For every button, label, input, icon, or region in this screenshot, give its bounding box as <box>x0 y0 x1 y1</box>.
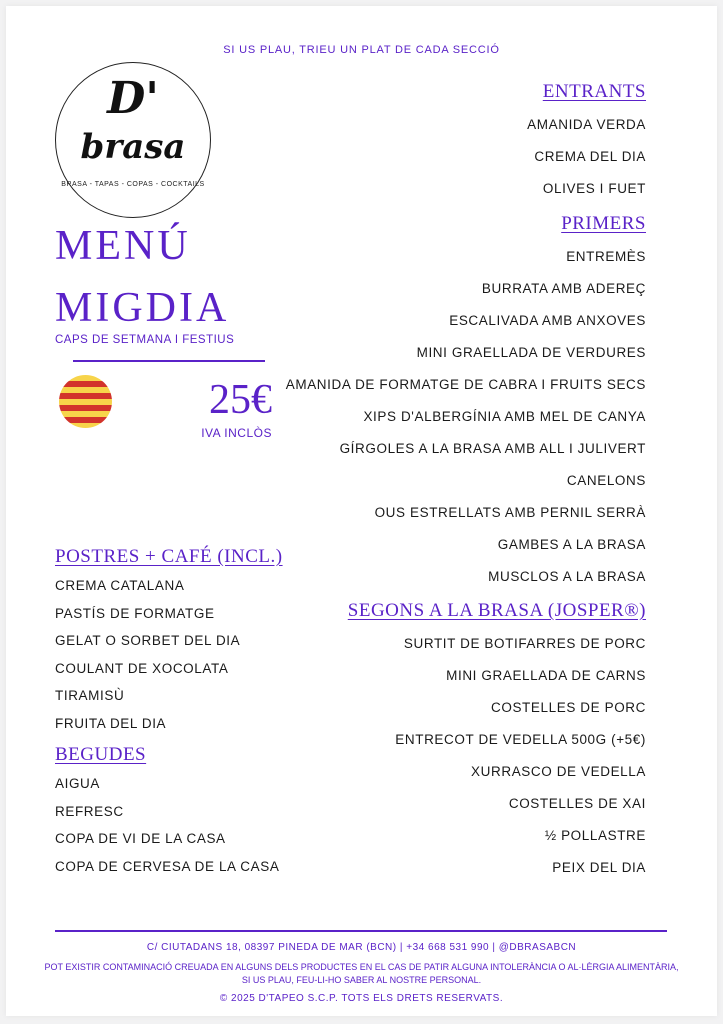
begudes-item: COPA DE CERVESA DE LA CASA <box>55 859 280 875</box>
postres-item: CREMA CATALANA <box>55 578 185 593</box>
postres-item: FRUITA DEL DIA <box>55 715 167 731</box>
primers-item: OUS ESTRELLATS AMB PERNIL SERRÀ <box>374 505 646 520</box>
instruction-text: SI US PLAU, TRIEU UN PLAT DE CADA SECCIÓ <box>223 44 500 56</box>
primers-item: GÍRGOLES A LA BRASA AMB ALL I JULIVERT <box>339 441 646 456</box>
begudes-item: REFRESC <box>55 803 124 819</box>
postres-item: PASTÍS DE FORMATGE <box>55 605 215 621</box>
postres-item: COULANT DE XOCOLATA <box>55 660 229 676</box>
segons-item: PEIX DEL DIA <box>552 860 646 875</box>
logo <box>55 62 211 218</box>
postres-item: TIRAMISÙ <box>55 688 125 703</box>
footer-divider <box>55 930 667 932</box>
segons-item: XURRASCO DE VEDELLA <box>471 764 646 779</box>
price: 25€ <box>209 377 272 423</box>
section-heading-entrants: ENTRANTS <box>542 81 646 102</box>
logo-mark: D' <box>107 73 159 124</box>
menu-title-1: MENÚ <box>55 223 191 269</box>
footer-allergy-2: SI US PLAU, FEU-LI-HO SABER AL NOSTRE PERSONAL. <box>241 975 482 985</box>
primers-item: BURRATA AMB ADEREÇ <box>481 281 646 296</box>
postres-item: GELAT O SORBET DEL DIA <box>55 633 241 648</box>
primers-item: AMANIDA DE FORMATGE DE CABRA I FRUITS SECS <box>285 377 646 392</box>
primers-item: CANELONS <box>566 473 646 488</box>
section-heading-begudes: BEGUDES <box>55 744 147 765</box>
primers-item: XIPS D'ALBERGÍNIA AMB MEL DE CANYA <box>363 409 646 424</box>
divider <box>73 360 265 362</box>
section-heading-primers: PRIMERS <box>561 213 646 234</box>
logo-wordmark: brasa <box>80 127 186 167</box>
section-heading-segons: SEGONS A LA BRASA (JOSPER®) <box>347 600 646 621</box>
primers-item: MINI GRAELLADA DE VERDURES <box>416 345 646 360</box>
footer-copyright: © 2025 D'TAPEO S.C.P. TOTS ELS DRETS RESERVATS. <box>219 993 504 1004</box>
segons-item: ENTRECOT DE VEDELLA 500G (+5€) <box>395 732 646 747</box>
begudes-item: COPA DE VI DE LA CASA <box>55 831 226 847</box>
entrants-item: OLIVES I FUET <box>542 181 646 196</box>
segons-item: COSTELLES DE PORC <box>491 700 646 715</box>
begudes-item: AIGUA <box>55 776 101 791</box>
footer-contact: C/ CIUTADANS 18, 08397 PINEDA DE MAR (BCN) | +34 668 531 990 | @DBRASABCN <box>146 942 577 953</box>
primers-item: MUSCLOS A LA BRASA <box>488 569 646 584</box>
footer-allergy-1: POT EXISTIR CONTAMINACIÓ CREUADA EN ALGUNS DELS PRODUCTES EN EL CAS DE PATIR ALGUNA INTOLERÀNCIA O AL·LÈRGIA ALIMENTÀRIA, <box>44 962 679 972</box>
primers-item: ESCALIVADA AMB ANXOVES <box>449 313 646 328</box>
segons-item: ½ POLLASTRE <box>544 828 646 843</box>
primers-item: GAMBES A LA BRASA <box>497 537 646 552</box>
logo-tagline: BRASA - TAPAS - COPAS - COCKTAILS <box>61 181 205 188</box>
menu-subtitle: CAPS DE SETMANA I FESTIUS <box>55 334 235 346</box>
segons-item: SURTIT DE BOTIFARRES DE PORC <box>403 636 646 651</box>
primers-item: ENTREMÈS <box>566 249 646 264</box>
segons-item: COSTELLES DE XAI <box>508 796 646 811</box>
menu-title-2: MIGDIA <box>55 285 230 331</box>
segons-item: MINI GRAELLADA DE CARNS <box>446 668 646 683</box>
entrants-item: AMANIDA VERDA <box>527 117 646 132</box>
section-heading-postres: POSTRES + CAFÉ (INCL.) <box>55 546 283 567</box>
price-note: IVA INCLÒS <box>201 426 272 440</box>
entrants-item: CREMA DEL DIA <box>534 149 646 164</box>
catalan-flag-icon <box>59 375 112 428</box>
